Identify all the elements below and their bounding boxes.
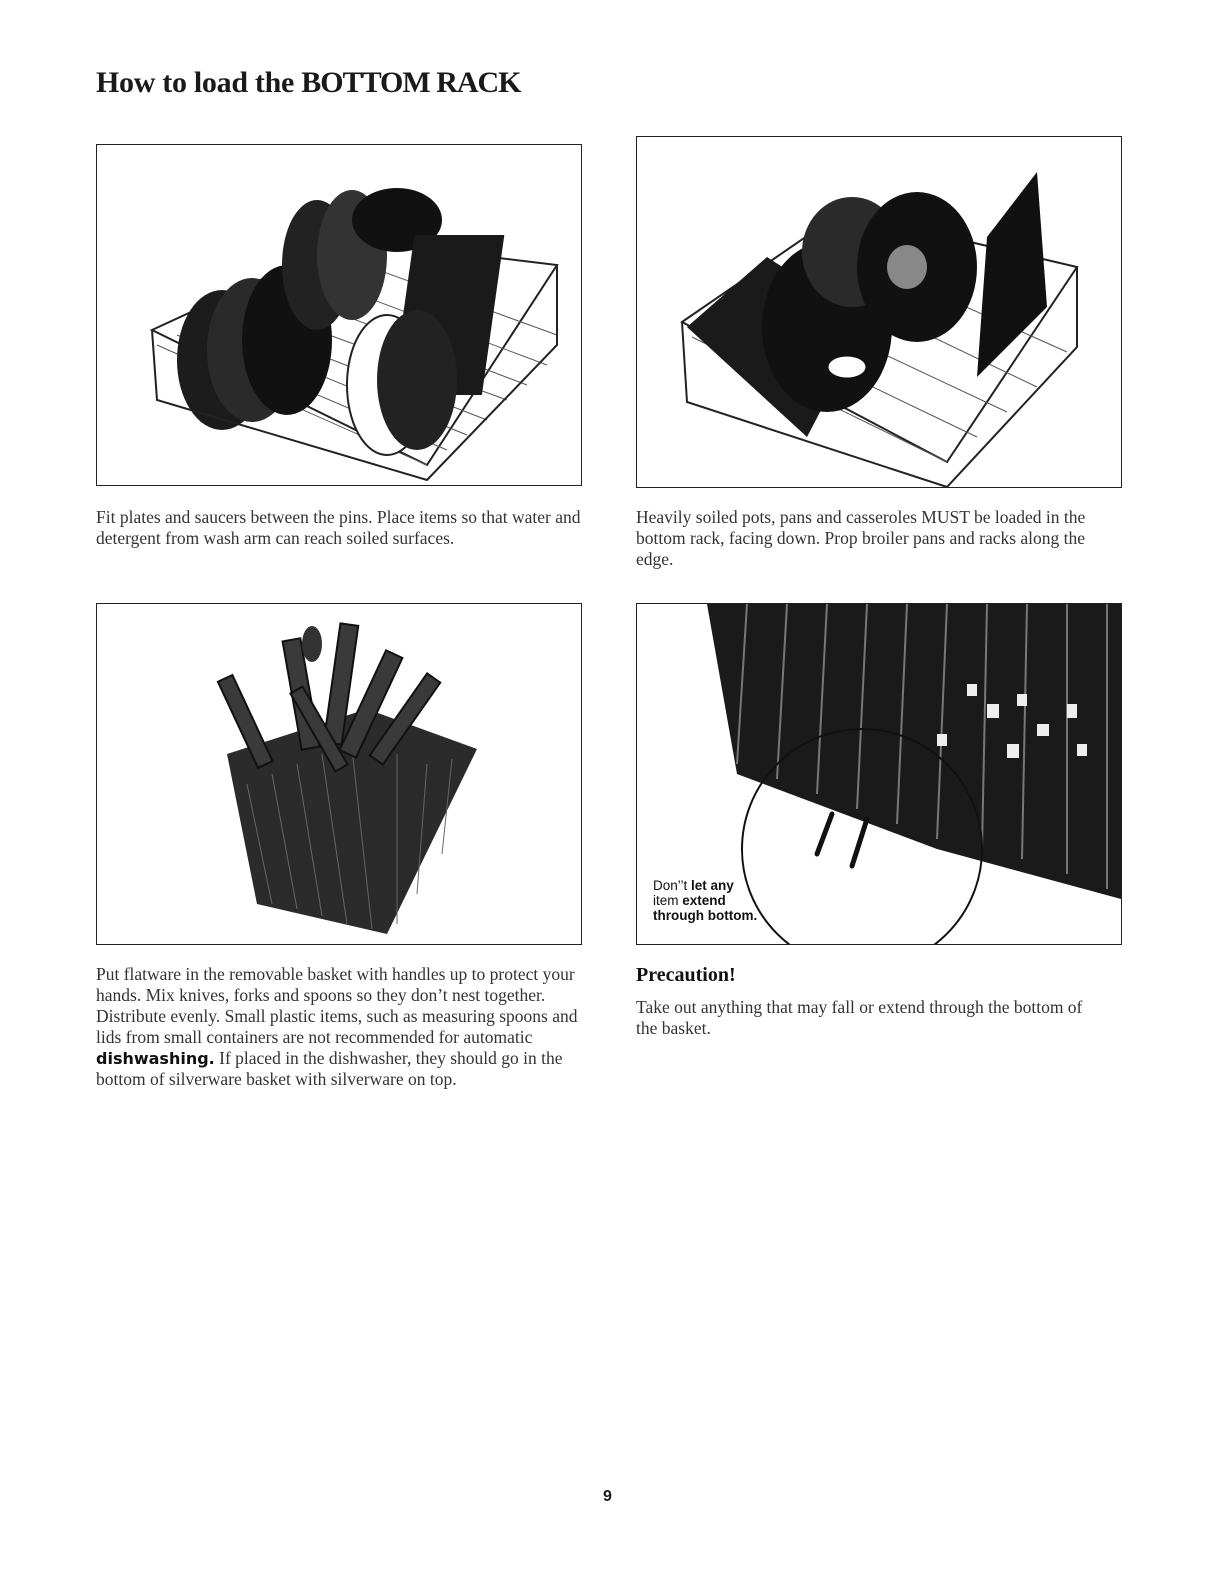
precaution-heading: Precaution! — [636, 964, 736, 986]
callout-line-3: through bottom. — [653, 908, 758, 923]
caption-silverware-part1: Put flatware in the removable basket with handles up to protect your hands. Mix knives, forks and spoons so they don’t nest together. Distribute evenly. Small plastic items, such as measuring spoons and lids from small containers are not recommended for automatic — [96, 964, 578, 1047]
figure-basket-underside — [636, 603, 1122, 945]
callout-line-1: Don’’t let any — [653, 878, 734, 893]
page-number: 9 — [603, 1488, 612, 1505]
page-title — [96, 66, 521, 100]
precaution-text: Take out anything that may fall or extend through the bottom of the basket. — [636, 997, 1083, 1038]
caption-silverware — [96, 964, 578, 1090]
figure-pots-rack — [636, 136, 1122, 488]
callout-line-2: item extend — [653, 893, 726, 908]
caption-pots: Heavily soiled pots, pans and casseroles MUST be loaded in the bottom rack, facing down. Prop broiler pans and racks along the edge. — [636, 507, 1086, 569]
figure-silverware-basket — [96, 603, 582, 945]
plates-rack-illustration — [97, 145, 581, 485]
pots-rack-illustration — [637, 137, 1121, 487]
caption-silverware-part2: If placed in the dishwasher, they should go in the bottom of silverware basket with silverware on top. — [96, 1048, 563, 1089]
title-strong: BOTTOM RACK — [301, 66, 521, 99]
title-prefix: How to load the — [96, 66, 295, 99]
figure-plates-rack — [96, 144, 582, 486]
caption-silverware-bold: dishwashing. — [96, 1049, 215, 1068]
callout-text — [653, 878, 803, 923]
silverware-basket-illustration — [97, 604, 581, 944]
caption-plates: Fit plates and saucers between the pins. Place items so that water and detergent from wash arm can reach soiled surfaces. — [96, 507, 581, 548]
